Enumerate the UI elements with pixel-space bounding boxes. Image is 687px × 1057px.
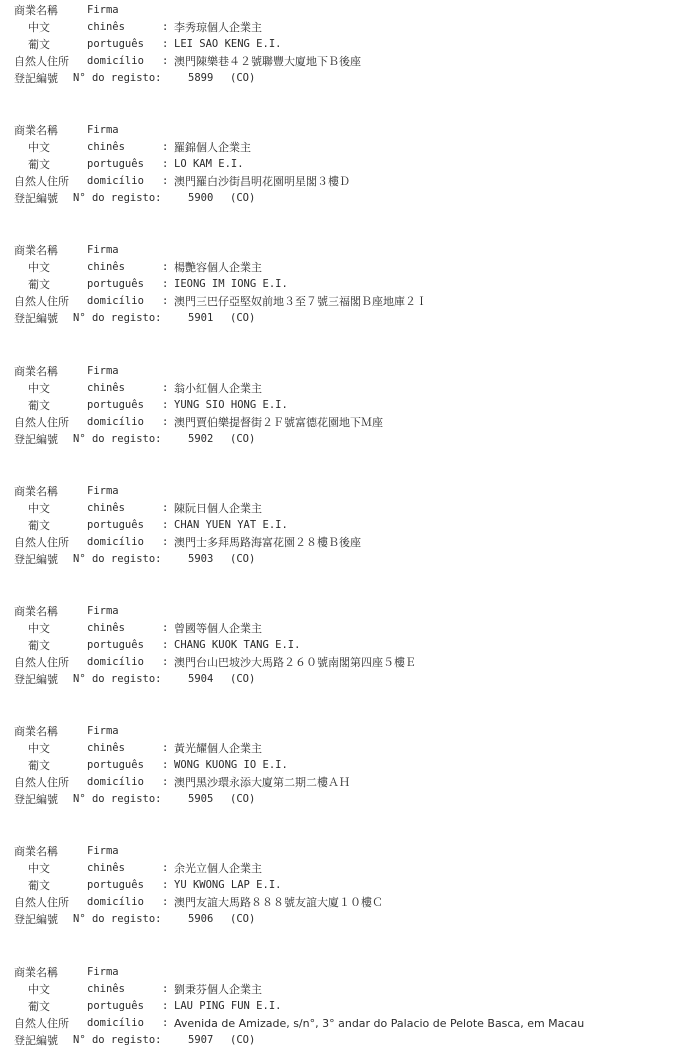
domicile-value: 澳門羅白沙街昌明花園明星閣３樓Ｄ bbox=[174, 175, 350, 188]
chinese-name-value: 曾國等個人企業主 bbox=[174, 622, 262, 635]
registration-label-pt: N° do registo: bbox=[73, 1034, 162, 1046]
registration-label-zh: 登記編號 bbox=[14, 913, 58, 926]
registration-label-pt: N° do registo: bbox=[73, 72, 162, 84]
registration-label-zh: 登記編號 bbox=[14, 192, 58, 205]
firm-label-pt: Firma bbox=[87, 124, 119, 136]
registration-suffix: (CO) bbox=[230, 192, 256, 204]
portuguese-label-pt: português bbox=[87, 158, 144, 170]
registry-entry bbox=[0, 122, 687, 208]
registration-label-zh: 登記編號 bbox=[14, 793, 58, 806]
chinese-label-pt: chinês bbox=[87, 622, 125, 634]
domicile-label-zh: 自然人住所 bbox=[14, 536, 69, 549]
registration-label-zh: 登記編號 bbox=[14, 72, 58, 85]
colon: : bbox=[162, 1000, 169, 1012]
portuguese-label-zh: 葡文 bbox=[28, 519, 50, 532]
portuguese-label-zh: 葡文 bbox=[28, 639, 50, 652]
chinese-label-zh: 中文 bbox=[28, 622, 50, 635]
domicile-value: 澳門賈伯樂提督街２Ｆ號富德花園地下Ｍ座 bbox=[174, 416, 383, 429]
registration-number: 5902 bbox=[188, 433, 214, 445]
colon: : bbox=[162, 1017, 169, 1029]
chinese-label-pt: chinês bbox=[87, 862, 125, 874]
domicile-value: 澳門陳樂巷４２號聯豐大廈地下Ｂ後座 bbox=[174, 55, 361, 68]
portuguese-label-zh: 葡文 bbox=[28, 278, 50, 291]
firm-label-pt: Firma bbox=[87, 845, 119, 857]
chinese-label-pt: chinês bbox=[87, 502, 125, 514]
colon: : bbox=[162, 896, 169, 908]
domicile-label-zh: 自然人住所 bbox=[14, 656, 69, 669]
registry-entry bbox=[0, 242, 687, 328]
portuguese-label-pt: português bbox=[87, 1000, 144, 1012]
registration-suffix: (CO) bbox=[230, 673, 256, 685]
registration-label-zh: 登記編號 bbox=[14, 553, 58, 566]
firm-label-zh: 商業名稱 bbox=[14, 845, 58, 858]
colon: : bbox=[162, 519, 169, 531]
portuguese-label-pt: português bbox=[87, 278, 144, 290]
registration-suffix: (CO) bbox=[230, 433, 256, 445]
portuguese-name-value: LEI SAO KENG E.I. bbox=[174, 38, 282, 50]
portuguese-name-value: LO KAM E.I. bbox=[174, 158, 244, 170]
colon: : bbox=[162, 656, 169, 668]
colon: : bbox=[162, 879, 169, 891]
registration-suffix: (CO) bbox=[230, 72, 256, 84]
portuguese-name-value: YUNG SIO HONG E.I. bbox=[174, 399, 288, 411]
registration-label-pt: N° do registo: bbox=[73, 192, 162, 204]
domicile-label-pt: domicílio bbox=[87, 416, 144, 428]
domicile-label-pt: domicílio bbox=[87, 295, 144, 307]
registration-label-pt: N° do registo: bbox=[73, 793, 162, 805]
registration-number: 5900 bbox=[188, 192, 214, 204]
domicile-label-zh: 自然人住所 bbox=[14, 1017, 69, 1030]
domicile-label-zh: 自然人住所 bbox=[14, 896, 69, 909]
registration-label-pt: N° do registo: bbox=[73, 433, 162, 445]
firm-label-pt: Firma bbox=[87, 485, 119, 497]
registration-suffix: (CO) bbox=[230, 793, 256, 805]
registration-suffix: (CO) bbox=[230, 913, 256, 925]
registration-label-zh: 登記編號 bbox=[14, 673, 58, 686]
colon: : bbox=[162, 21, 169, 33]
registry-entry bbox=[0, 603, 687, 689]
portuguese-label-pt: português bbox=[87, 879, 144, 891]
firm-label-pt: Firma bbox=[87, 4, 119, 16]
registry-entry bbox=[0, 723, 687, 809]
domicile-label-pt: domicílio bbox=[87, 536, 144, 548]
chinese-label-pt: chinês bbox=[87, 21, 125, 33]
domicile-label-pt: domicílio bbox=[87, 656, 144, 668]
domicile-label-pt: domicílio bbox=[87, 896, 144, 908]
chinese-label-pt: chinês bbox=[87, 983, 125, 995]
colon: : bbox=[162, 278, 169, 290]
firm-label-pt: Firma bbox=[87, 966, 119, 978]
domicile-value: 澳門士多拜馬路海富花園２８樓Ｂ後座 bbox=[174, 536, 361, 549]
chinese-name-value: 楊艷容個人企業主 bbox=[174, 261, 262, 274]
domicile-label-zh: 自然人住所 bbox=[14, 776, 69, 789]
chinese-name-value: 李秀琼個人企業主 bbox=[174, 21, 262, 34]
colon: : bbox=[162, 416, 169, 428]
colon: : bbox=[162, 158, 169, 170]
firm-label-pt: Firma bbox=[87, 365, 119, 377]
chinese-label-zh: 中文 bbox=[28, 862, 50, 875]
chinese-label-pt: chinês bbox=[87, 261, 125, 273]
chinese-label-pt: chinês bbox=[87, 141, 125, 153]
colon: : bbox=[162, 382, 169, 394]
portuguese-label-pt: português bbox=[87, 759, 144, 771]
chinese-label-zh: 中文 bbox=[28, 742, 50, 755]
firm-label-zh: 商業名稱 bbox=[14, 966, 58, 979]
registration-label-pt: N° do registo: bbox=[73, 913, 162, 925]
firm-label-pt: Firma bbox=[87, 244, 119, 256]
colon: : bbox=[162, 502, 169, 514]
registration-number: 5905 bbox=[188, 793, 214, 805]
domicile-label-zh: 自然人住所 bbox=[14, 416, 69, 429]
colon: : bbox=[162, 759, 169, 771]
portuguese-label-zh: 葡文 bbox=[28, 399, 50, 412]
chinese-label-pt: chinês bbox=[87, 382, 125, 394]
portuguese-label-pt: português bbox=[87, 399, 144, 411]
portuguese-label-pt: português bbox=[87, 38, 144, 50]
chinese-label-zh: 中文 bbox=[28, 983, 50, 996]
colon: : bbox=[162, 399, 169, 411]
registration-number: 5899 bbox=[188, 72, 214, 84]
registration-number: 5901 bbox=[188, 312, 214, 324]
colon: : bbox=[162, 38, 169, 50]
portuguese-label-zh: 葡文 bbox=[28, 759, 50, 772]
registration-label-pt: N° do registo: bbox=[73, 312, 162, 324]
chinese-label-zh: 中文 bbox=[28, 21, 50, 34]
chinese-label-zh: 中文 bbox=[28, 141, 50, 154]
portuguese-name-value: CHANG KUOK TANG E.I. bbox=[174, 639, 301, 651]
colon: : bbox=[162, 141, 169, 153]
portuguese-label-pt: português bbox=[87, 519, 144, 531]
registry-entry bbox=[0, 483, 687, 569]
portuguese-name-value: WONG KUONG IO E.I. bbox=[174, 759, 288, 771]
chinese-label-pt: chinês bbox=[87, 742, 125, 754]
domicile-value: 澳門台山巴坡沙大馬路２６０號南閣第四座５樓Ｅ bbox=[174, 656, 416, 669]
registration-number: 5903 bbox=[188, 553, 214, 565]
colon: : bbox=[162, 742, 169, 754]
registry-entry bbox=[0, 363, 687, 449]
chinese-name-value: 翁小紅個人企業主 bbox=[174, 382, 262, 395]
chinese-name-value: 黃光耀個人企業主 bbox=[174, 742, 262, 755]
firm-label-zh: 商業名稱 bbox=[14, 244, 58, 257]
portuguese-name-value: CHAN YUEN YAT E.I. bbox=[174, 519, 288, 531]
domicile-label-pt: domicílio bbox=[87, 1017, 144, 1029]
portuguese-label-zh: 葡文 bbox=[28, 38, 50, 51]
chinese-name-value: 余光立個人企業主 bbox=[174, 862, 262, 875]
firm-label-zh: 商業名稱 bbox=[14, 124, 58, 137]
colon: : bbox=[162, 175, 169, 187]
domicile-label-zh: 自然人住所 bbox=[14, 175, 69, 188]
firm-label-zh: 商業名稱 bbox=[14, 485, 58, 498]
firm-label-zh: 商業名稱 bbox=[14, 725, 58, 738]
colon: : bbox=[162, 776, 169, 788]
registration-label-pt: N° do registo: bbox=[73, 553, 162, 565]
portuguese-label-pt: português bbox=[87, 639, 144, 651]
firm-label-zh: 商業名稱 bbox=[14, 605, 58, 618]
registration-suffix: (CO) bbox=[230, 1034, 256, 1046]
portuguese-label-zh: 葡文 bbox=[28, 1000, 50, 1013]
colon: : bbox=[162, 639, 169, 651]
registry-entry bbox=[0, 843, 687, 929]
domicile-label-pt: domicílio bbox=[87, 175, 144, 187]
domicile-label-zh: 自然人住所 bbox=[14, 55, 69, 68]
chinese-name-value: 劉秉芬個人企業主 bbox=[174, 983, 262, 996]
chinese-label-zh: 中文 bbox=[28, 261, 50, 274]
domicile-value: 澳門三巴仔亞堅奴前地３至７號三福閣Ｂ座地庫２Ｉ bbox=[174, 295, 427, 308]
registry-entry bbox=[0, 2, 687, 88]
firm-label-zh: 商業名稱 bbox=[14, 365, 58, 378]
registration-label-zh: 登記編號 bbox=[14, 312, 58, 325]
firm-label-pt: Firma bbox=[87, 725, 119, 737]
registration-number: 5907 bbox=[188, 1034, 214, 1046]
portuguese-name-value: IEONG IM IONG E.I. bbox=[174, 278, 288, 290]
registration-number: 5906 bbox=[188, 913, 214, 925]
chinese-name-value: 羅錦個人企業主 bbox=[174, 141, 251, 154]
firm-label-pt: Firma bbox=[87, 605, 119, 617]
domicile-value: 澳門黑沙環永添大廈第二期二樓ＡＨ bbox=[174, 776, 350, 789]
registry-entry bbox=[0, 964, 687, 1050]
domicile-value: 澳門友誼大馬路８８８號友誼大廈１０樓Ｃ bbox=[174, 896, 383, 909]
chinese-name-value: 陳阮日個人企業主 bbox=[174, 502, 262, 515]
colon: : bbox=[162, 261, 169, 273]
portuguese-label-zh: 葡文 bbox=[28, 879, 50, 892]
portuguese-name-value: LAU PING FUN E.I. bbox=[174, 1000, 282, 1012]
registration-label-pt: N° do registo: bbox=[73, 673, 162, 685]
registration-label-zh: 登記編號 bbox=[14, 1034, 58, 1047]
portuguese-label-zh: 葡文 bbox=[28, 158, 50, 171]
registration-number: 5904 bbox=[188, 673, 214, 685]
chinese-label-zh: 中文 bbox=[28, 382, 50, 395]
domicile-label-pt: domicílio bbox=[87, 55, 144, 67]
firm-label-zh: 商業名稱 bbox=[14, 4, 58, 17]
colon: : bbox=[162, 862, 169, 874]
domicile-label-zh: 自然人住所 bbox=[14, 295, 69, 308]
registration-label-zh: 登記編號 bbox=[14, 433, 58, 446]
domicile-label-pt: domicílio bbox=[87, 776, 144, 788]
colon: : bbox=[162, 536, 169, 548]
domicile-value: Avenida de Amizade, s/n°, 3° andar do Palacio de Pelote Basca, em Macau bbox=[174, 1017, 585, 1030]
colon: : bbox=[162, 295, 169, 307]
colon: : bbox=[162, 55, 169, 67]
colon: : bbox=[162, 983, 169, 995]
colon: : bbox=[162, 622, 169, 634]
registration-suffix: (CO) bbox=[230, 312, 256, 324]
portuguese-name-value: YU KWONG LAP E.I. bbox=[174, 879, 282, 891]
registration-suffix: (CO) bbox=[230, 553, 256, 565]
chinese-label-zh: 中文 bbox=[28, 502, 50, 515]
